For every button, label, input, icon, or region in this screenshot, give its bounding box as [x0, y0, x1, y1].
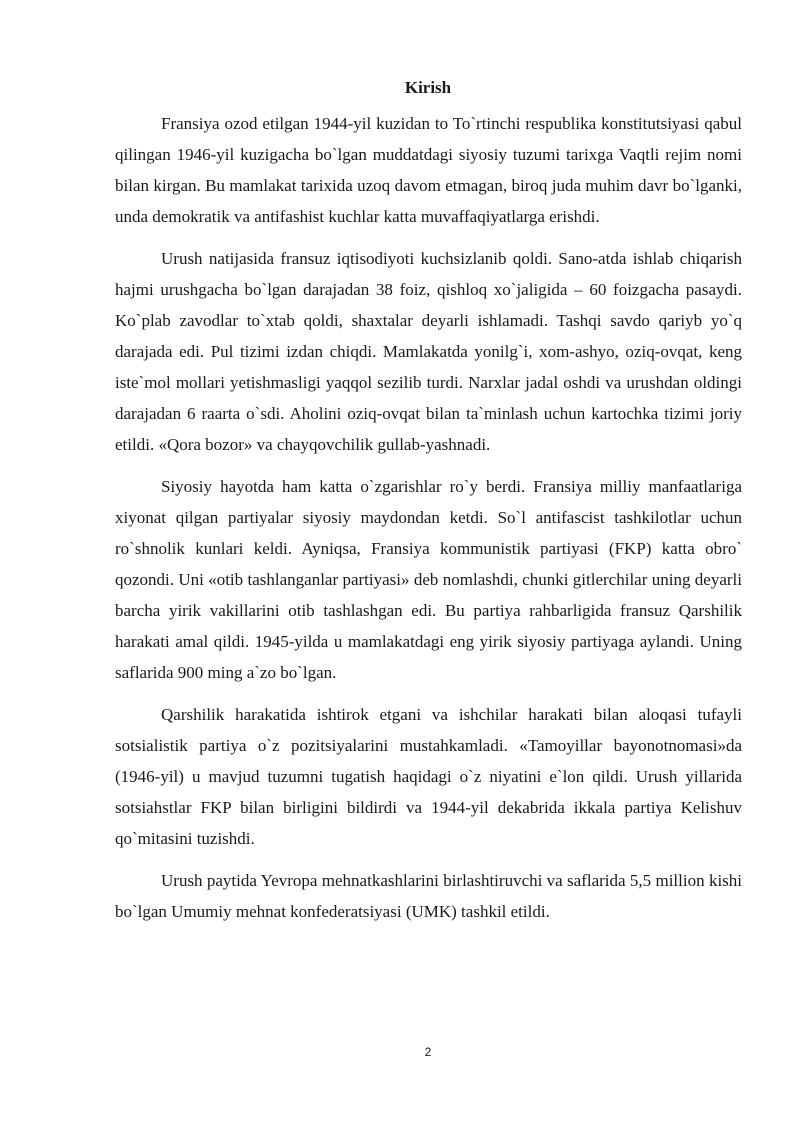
- page-number: 2: [424, 1045, 432, 1059]
- paragraph: Fransiya ozod etilgan 1944-yil kuzidan to To`rtinchi respublika konstitutsiyasi qabul qilingan 1946-yil kuzigacha bo`lgan muddatdagi siyosiy tuzumi tarixga Vaqtli rejim nomi bilan kirgan. Bu mamlakat tarixida uzoq davom etmagan, biroq juda muhim davr bo`lganki, unda demokratik va antifashist kuchlar katta muvaffaqiyatlarga erishdi.: [115, 114, 742, 226]
- page-title: Kirish: [404, 78, 452, 97]
- paragraph: Urush natijasida fransuz iqtisodiyoti kuchsizlanib qoldi. Sano-atda ishlab chiqarish hajmi urushgacha bo`lgan darajadan 38 foiz, qishloq xo`jaligida – 60 foizgacha pasaydi. Ko`plab zavodlar to`xtab qoldi, shaxtalar deyarli ishlamadi. Tashqi savdo qariyb yo`q darajada edi. Pul tizimi izdan chiqdi. Mamlakatda yonilg`i, xom-ashyo, oziq-ovqat, keng iste`mol mollari yetishmasligi yaqqol sezilib turdi. Narxlar jadal oshdi va urushdan oldingi darajadan 6 raarta o`sdi. Aholini oziq-ovqat bilan ta`minlash uchun kartochka tizimi joriy etildi. «Qora bozor» va chayqovchilik gullab-yashnadi.: [115, 249, 742, 454]
- paragraph: Qarshilik harakatida ishtirok etgani va ishchilar harakati bilan aloqasi tufayli sotsialistik partiya o`z pozitsiyalarini mustahkamladi. «Tamoyillar bayonotnomasi»da (1946-yil) u mavjud tuzumni tugatish haqidagi o`z niyatini e`lon qildi. Urush yillarida sotsiahstlar FKP bilan birligini bildirdi va 1944-yil dekabrida ikkala partiya Kelishuv qo`mitasini tuzishdi.: [115, 705, 742, 848]
- body-text: [115, 108, 742, 938]
- paragraph: Urush paytida Yevropa mehnatkashlarini birlashtiruvchi va saflarida 5,5 million kishi bo`lgan Umumiy mehnat konfederatsiyasi (UMK) tashkil etildi.: [115, 871, 742, 921]
- paragraph: Siyosiy hayotda ham katta o`zgarishlar ro`y berdi. Fransiya milliy manfaatlariga xiyonat qilgan partiyalar siyosiy maydondan ketdi. So`l antifascist tashkilotlar uchun ro`shnolik kunlari keldi. Ayniqsa, Fransiya kommunistik partiyasi (FKP) katta obro` qozondi. Uni «otib tashlanganlar partiyasi» deb nomlashdi, chunki gitlerchilar uning deyarli barcha yirik vakillarini otib tashlashgan edi. Bu partiya rahbarligida fransuz Qarshilik harakati amal qildi. 1945-yilda u mamlakatdagi eng yirik siyosiy partiyaga aylandi. Uning saflarida 900 ming a`zo bo`lgan.: [115, 477, 742, 682]
